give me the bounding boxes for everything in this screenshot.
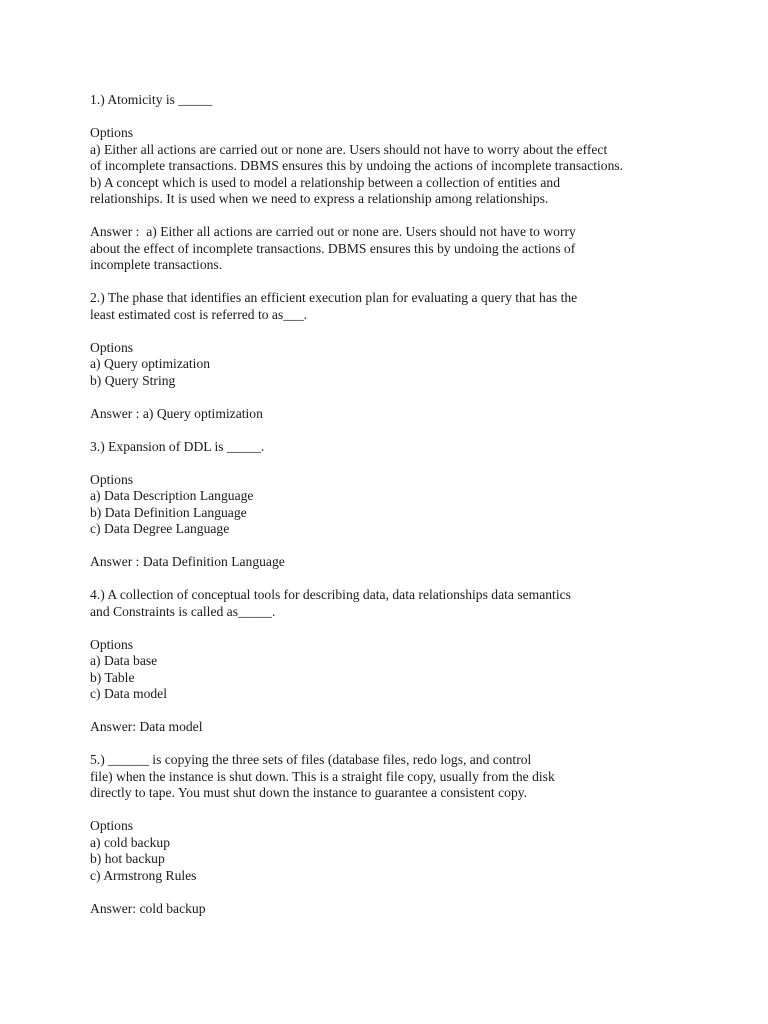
answer-text: Answer: cold backup — [90, 900, 206, 916]
question-text: 5.) ______ is copying the three sets of files (database files, redo logs, and control — [90, 752, 532, 767]
question-block — [90, 752, 750, 917]
answer-text: Answer : Data Definition Language — [90, 554, 285, 569]
options-label: Options — [90, 636, 134, 652]
option-text: a) Data base — [90, 653, 158, 668]
option-text: b) hot backup — [90, 851, 165, 866]
answer-text: about the effect of incomplete transactions. DBMS ensures this by undoing the actions of — [90, 240, 576, 256]
answer-text: Answer : a) Either all actions are carried out or none are. Users should not have to worry — [90, 224, 576, 239]
options-label: Options — [90, 339, 134, 355]
question-block — [90, 439, 750, 571]
option-text: a) cold backup — [90, 834, 171, 850]
question-block — [90, 587, 750, 736]
question-text: 3.) Expansion of DDL is _____. — [90, 438, 265, 454]
question-block — [90, 290, 750, 422]
question-text: and Constraints is called as_____. — [90, 603, 276, 619]
option-text: c) Data model — [90, 686, 167, 701]
question-text: file) when the instance is shut down. This is a straight file copy, usually from the disk — [90, 768, 555, 784]
option-text: a) Data Description Language — [90, 488, 254, 503]
option-text: a) Query optimization — [90, 356, 211, 371]
option-text: a) Either all actions are carried out or none are. Users should not have to worry about the effect — [90, 141, 608, 157]
option-text: b) Query String — [90, 372, 176, 388]
options-label: Options — [90, 818, 134, 833]
option-text: b) A concept which is used to model a relationship between a collection of entities and — [90, 174, 560, 190]
answer-text: incomplete transactions. — [90, 257, 223, 272]
options-label: Options — [90, 471, 134, 487]
option-text: c) Armstrong Rules — [90, 867, 197, 883]
option-text: b) Table — [90, 669, 135, 685]
option-text: b) Data Definition Language — [90, 504, 247, 520]
option-text: of incomplete transactions. DBMS ensures this by undoing the actions of incomplete transactions. — [90, 158, 624, 173]
options-label: Options — [90, 125, 134, 140]
question-text: directly to tape. You must shut down the instance to guarantee a consistent copy. — [90, 785, 528, 800]
question-text: 2.) The phase that identifies an efficient execution plan for evaluating a query that has the — [90, 290, 578, 305]
answer-text: Answer : a) Query optimization — [90, 405, 263, 421]
question-text: 1.) Atomicity is _____ — [90, 92, 213, 107]
question-text: 4.) A collection of conceptual tools for describing data, data relationships data semantics — [90, 587, 571, 602]
document-page — [90, 92, 750, 917]
option-text: relationships. It is used when we need to express a relationship among relationships. — [90, 191, 549, 206]
answer-text: Answer: Data model — [90, 719, 203, 734]
option-text: c) Data Degree Language — [90, 521, 230, 536]
question-text: least estimated cost is referred to as___. — [90, 306, 308, 322]
question-block — [90, 92, 750, 274]
